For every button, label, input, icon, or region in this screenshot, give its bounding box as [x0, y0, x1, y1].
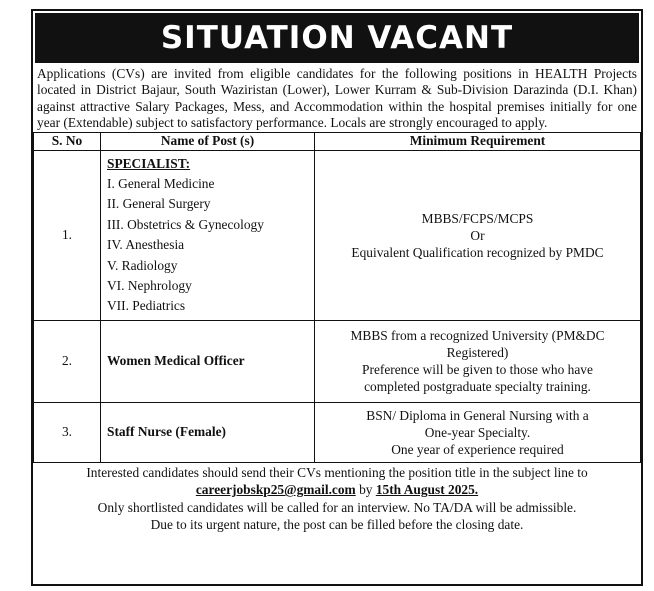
requirement-cell [315, 150, 641, 320]
header-post-name: Name of Post (s) [101, 132, 315, 150]
requirement-line: MBBS/FCPS/MCPS [421, 210, 534, 226]
requirement-line: One year of experience required [391, 441, 564, 457]
positions-table [33, 132, 641, 463]
contact-email-link[interactable]: careerjobskp25@gmail.com [195, 482, 356, 498]
instruction-line: Due to its urgent nature, the post can be filled before the closing date. [150, 517, 524, 533]
list-item: II. General Surgery [107, 196, 211, 212]
row-sno: 3. [34, 402, 101, 462]
requirement-cell [315, 320, 641, 402]
list-item: VI. Nephrology [107, 278, 192, 294]
by-text: by [355, 482, 376, 498]
post-name-cell [101, 150, 315, 320]
table-header-row [34, 132, 641, 150]
requirement-line: BSN/ Diploma in General Nursing with a [366, 407, 589, 423]
list-item: IV. Anesthesia [107, 237, 185, 253]
requirement-line: Or [470, 227, 485, 243]
ad-title-banner [35, 13, 639, 63]
submission-line [33, 481, 641, 499]
table-row [34, 150, 641, 320]
job-advertisement [31, 9, 643, 586]
header-requirement: Minimum Requirement [315, 132, 641, 150]
ad-title: SITUATION VACANT [160, 20, 514, 56]
deadline-date: 15th August 2025. [375, 482, 479, 498]
header-sno: S. No [34, 132, 101, 150]
table-row [34, 402, 641, 462]
specialist-heading: SPECIALIST: [107, 155, 191, 171]
post-name-cell: Women Medical Officer [101, 320, 315, 402]
requirement-line: MBBS from a recognized University (PM&DC [350, 328, 605, 344]
requirement-line: Registered) [446, 345, 509, 361]
specialist-list [107, 152, 313, 319]
row-sno: 1. [34, 150, 101, 320]
requirement-line: completed postgraduate specialty training. [364, 379, 591, 395]
requirement-cell [315, 402, 641, 462]
instruction-line: Only shortlisted candidates will be called for an interview. No TA/DA will be admissible. [97, 499, 577, 515]
requirement-line: Equivalent Qualification recognized by PMDC [351, 244, 604, 260]
intro-paragraph: Applications (CVs) are invited from eligible candidates for the following positions in HEALTH Projects located in District Bajaur, South Waziristan (Lower), Lower Kurram & Sub-Division Darazinda (D.I. Khan) against attractive Salary Packages, Mess, and Accommodation within the hospital premises initially for one year (Extendable) subject to satisfactory performance. Locals are strongly encouraged to apply. [37, 66, 637, 131]
table-row [34, 320, 641, 402]
application-instructions [33, 463, 641, 534]
list-item: VII. Pediatrics [107, 298, 186, 314]
requirement-line: One-year Specialty. [424, 424, 531, 440]
instruction-line: Interested candidates should send their CVs mentioning the position title in the subject line to [86, 464, 588, 480]
list-item: III. Obstetrics & Gynecology [107, 216, 264, 232]
row-sno: 2. [34, 320, 101, 402]
list-item: I. General Medicine [107, 176, 215, 192]
requirement-line: Preference will be given to those who have [362, 362, 593, 378]
list-item: V. Radiology [107, 257, 178, 273]
post-name-cell: Staff Nurse (Female) [101, 402, 315, 462]
